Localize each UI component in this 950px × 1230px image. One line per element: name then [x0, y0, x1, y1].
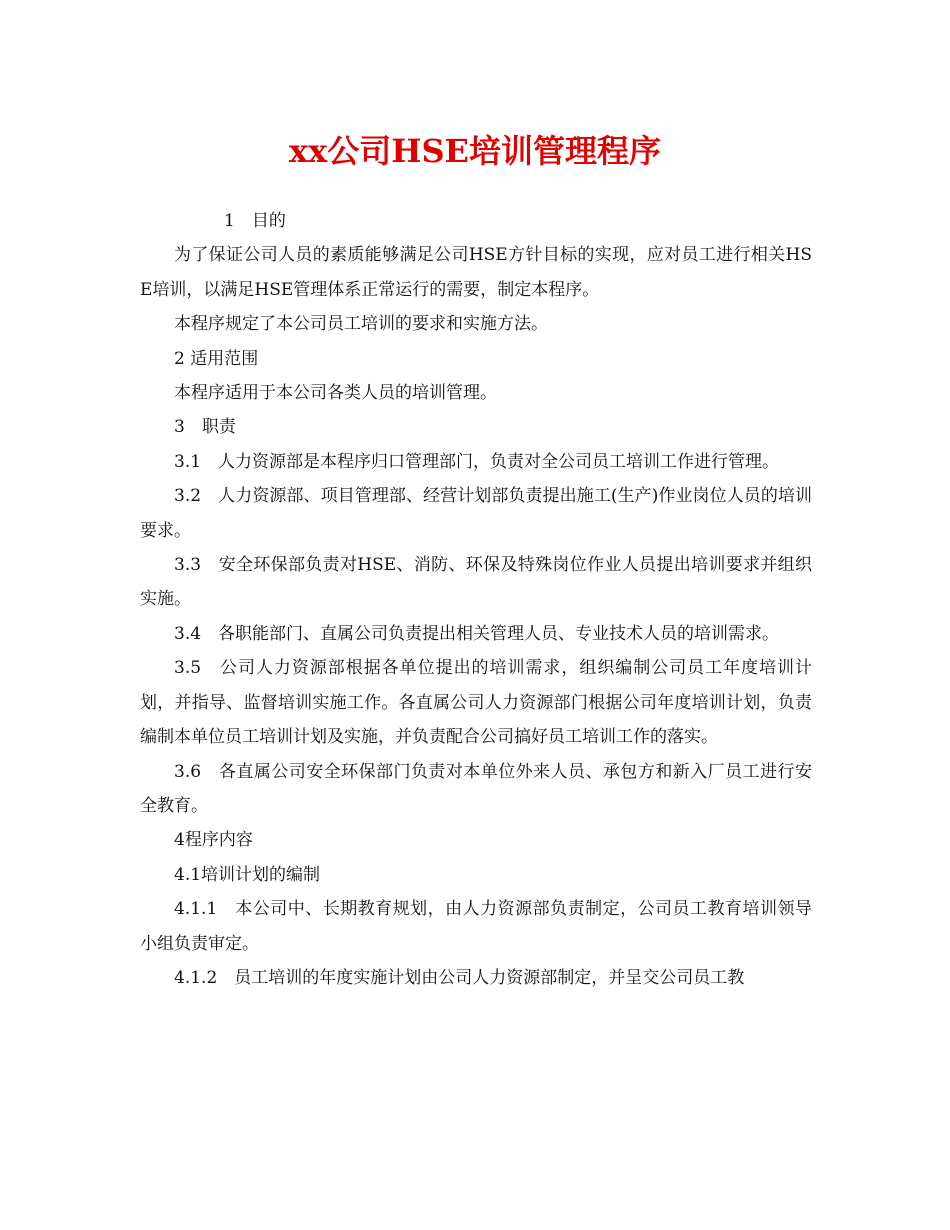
- paragraph: 3.1 人力资源部是本程序归口管理部门，负责对全公司员工培训工作进行管理。: [174, 451, 780, 472]
- document-body: [140, 204, 812, 995]
- section-heading-scope: 2 适用范围: [174, 348, 259, 369]
- paragraph: 为了保证公司人员的素质能够满足公司HSE方针目标的实现，应对员工进行相关HSE培训，以满足HSE管理体系正常运行的需要，制定本程序。: [140, 245, 812, 300]
- section-heading-procedure: 4程序内容: [174, 830, 253, 851]
- section-heading-responsibilities: 3 职责: [174, 417, 236, 438]
- paragraph: 3.5 公司人力资源部根据各单位提出的培训需求，组织编制公司员工年度培训计划，并指导、监督培训实施工作。各直属公司人力资源部门根据公司年度培训计划，负责编制本单位员工培训计划及实施，并负责配合公司搞好员工培训工作的落实。: [140, 658, 812, 748]
- section-heading-purpose: 1 目的: [224, 211, 286, 231]
- paragraph: 3.4 各职能部门、直属公司负责提出相关管理人员、专业技术人员的培训需求。: [174, 623, 780, 644]
- subsection-heading: 4.1培训计划的编制: [174, 864, 321, 885]
- paragraph: 3.6 各直属公司安全环保部门负责对本单位外来人员、承包方和新入厂员工进行安全教育。: [140, 761, 812, 816]
- document-title: xx公司HSE培训管理程序: [289, 132, 661, 170]
- paragraph: 4.1.1 本公司中、长期教育规划，由人力资源部负责制定，公司员工教育培训领导小组负责审定。: [140, 899, 812, 954]
- paragraph: 本程序规定了本公司员工培训的要求和实施方法。: [174, 314, 548, 335]
- paragraph: 3.2 人力资源部、项目管理部、经营计划部负责提出施工(生产)作业岗位人员的培训要求。: [140, 486, 812, 541]
- paragraph: 本程序适用于本公司各类人员的培训管理。: [174, 383, 497, 404]
- paragraph: 4.1.2 员工培训的年度实施计划由公司人力资源部制定，并呈交公司员工教: [174, 967, 745, 988]
- paragraph: 3.3 安全环保部负责对HSE、消防、环保及特殊岗位作业人员提出培训要求并组织实施。: [140, 555, 812, 610]
